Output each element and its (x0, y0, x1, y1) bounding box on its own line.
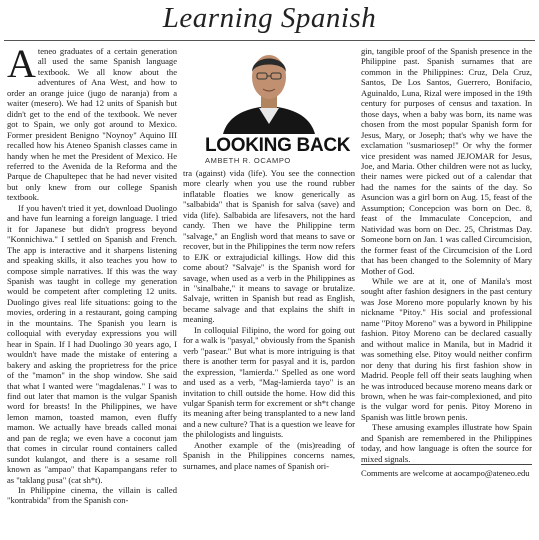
paragraph: While we are at it, one of Manila's most sought after fashion designers in the past century was Jose Moreno more popularly known by his nickname "Pitoy." His social and professional name "Pitoy Moreno" was a byword in Philippine fashion. Pitoy Moreno can be declared casually and without malice in Manila, but in Madrid it was something else. Pitoy would neither confirm nor deny that during his first fashion show in Madrid. People fell off their seats laughing when he was introduced because moreno means dark or brown, when he was fair-complexioned, and pito is the vulgar word for penis. Pitoy Moreno in Spanish was little brown penis. (361, 275, 532, 422)
paragraph: gin, tangible proof of the Spanish presence in the Philippine past. Spanish surnames that are common in the Philippines: Cruz, Dela Cruz, Santos, De Los Santos, Guerrero, Bonifacio, Aguinaldo, Luna, Rizal were imposed in the 19th century for purposes of census and taxation. In those days, when a baby was born, its name was chosen from the most popular Spanish form for Jesus, Mary, or Joseph; that's why we have the exclamation "susmariosep!" Or why the former vice president was named JEJOMAR for Jesus, Joe, and Maria. Other children were not as lucky, their names were picked out of a calendar that had the names for the saints of the day. So Asuncion was a girl born on Aug. 15, feast of the Assumption; Concepcion was born on Dec. 8, feast of the Immaculate Concepcion, and Natividad was born on Dec. 25, Christmas Day. Someone born on Jan. 1 was called Circumcision, the former feast of the Circumcision of the Lord that has been changed to the Solemnity of Mary Mother of God. (361, 46, 532, 276)
drop-cap: A (7, 46, 36, 86)
title-rule (4, 40, 535, 41)
paragraph-text: teneo graduates of a certain generation all used the same Spanish language textbook. We all know about the adventures of Ana West, and how to order an orange juice (jugo de naranja) from a waiter (mesero). We had 12 units of Spanish but didn't get to the end of the textbook. We never got to Spain, we only got around to Mexico. Former president Benigno "Noynoy" Aquino III recalled how his Ateneo Spanish classes came in handy when he met the President of Mexico. He referred to the Avenida de la Reforma and the Parque de Chapultepec that he had never visited but only knew from our college Spanish textbook. (7, 46, 177, 203)
paragraph: If you haven't tried it yet, download Duolingo and have fun learning a foreign language. I tried it for Japanese but didn't progress beyond "Konnichiwa." I settled on Spanish and French. The app is interactive and it sharpens listening and speaking skills, it also teaches you how to compose simple narratives. If this was the way Spanish was taught in college my generation would be competent after completing 12 units. Duolingo gives real life situations: going to the movies, ordering in a restaurant, going camping in the mountains. The Spanish you learn is colloquial with everyday expressions you will hear in Spain. If I had Duolingo 30 years ago, I wouldn't have made the mistake of entering a bakery and asking the proprietress for the price of the "mamon" in the shop window. She said that what I wanted were "magdalenas." I was to find out later that mamon is the vulgar Spanish word for breasts! In the Philippines, we have lemon mamon, toasted mamon, even fluffy mamon. We actually have breads called monai and pan de regla; we even have a coconut jam that comes in circular round containers called sundot kulangot, and there is a sesame roll known as "ampao" that Kapampangans refer to as "taklang pusa" (cat sh*t). (7, 202, 177, 485)
column-name: LOOKING BACK (205, 135, 351, 156)
columnist-photo (183, 44, 355, 134)
column-header (205, 136, 355, 165)
paragraph (7, 46, 177, 203)
column-2 (183, 168, 355, 540)
paragraph: These amusing examples illustrate how Spain and Spanish are remembered in the Philippines today, and how language is often the source for mixed signals. (361, 422, 532, 464)
column-1 (7, 46, 177, 540)
paragraph: tra (against) vida (life). You see the connection more clearly when you use the round rubber inflatable floaties we know generically as "salbabida" that is Spanish for salva (save) and vida (life). Salbabida are lifesavers, not the hard candy. Then we have the Philippine term "salvage," an English word that means to save or recover, but in the Philippines the term now refers to EJK or extrajudicial killings. How did this come about? "Salvaje" is the Spanish word for savage, when used as a verb in the Philippines as in "sinalbahe," it means to savage or brutalize. Salvaje, written in Spanish but read as English, became salvage and that explains the shift in meaning. (183, 168, 355, 325)
column-3 (361, 46, 532, 540)
paragraph: Another example of the (mis)reading of Spanish in the Philippines concerns names, surnames, and place names of Spanish ori- (183, 439, 355, 471)
paragraph: In Philippine cinema, the villain is called "kontrabida" from the Spanish con- (7, 485, 177, 506)
byline: AMBETH R. OCAMPO (205, 156, 291, 165)
paragraph: In colloquial Filipino, the word for going out for a walk is "pasyal," obviously from the Spanish verb "pasear." But what is more intriguing is that there is another term for pasyal and it is, pardon the expression, "lamierda." Spelled as one word and used as a verb, "Mag-lamierda tayo" is an invitation to chill outside the home. How did this vulgar Spanish term for excrement or sh*t change its meaning after being transplanted to a new land and a new culture? That is a question we leave for the philologists and linguists. (183, 324, 355, 440)
columnist-portrait (183, 44, 355, 134)
article-title: Learning Spanish (162, 2, 377, 34)
signoff: Comments are welcome at aocampo@ateneo.edu (361, 464, 532, 478)
